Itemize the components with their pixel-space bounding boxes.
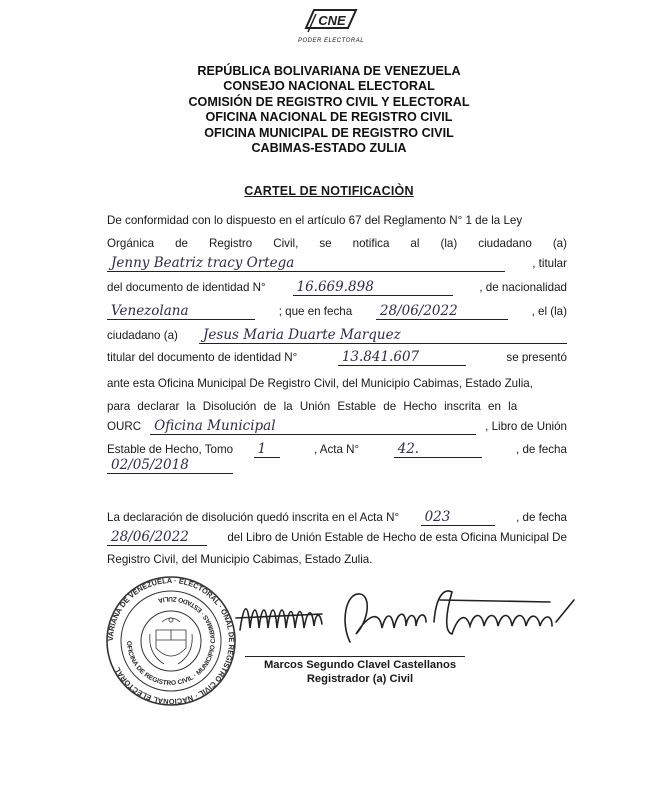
body-word: (a): [552, 237, 567, 250]
body-text: se presentó: [506, 351, 567, 364]
body-line: [107, 530, 567, 546]
document-title: CARTEL DE NOTIFICACIÒN: [244, 184, 414, 198]
official-stamp-icon: [104, 574, 238, 708]
stamp-outer-text: VARIANA DE VENEZUELA · ELECTORAL · ONAL DE REGISTRO CIVIL · NACIONAL ELECTORAL: [105, 575, 237, 707]
signatory: [240, 658, 480, 686]
body-text: , Libro de Unión: [485, 420, 567, 433]
signature-block: [100, 570, 590, 720]
field-acta-disolucion: 023: [421, 510, 495, 526]
body-line: [107, 458, 567, 474]
field-fecha-disolucion: 28/06/2022: [107, 530, 207, 546]
field-cedula-1: 16.669.898: [293, 280, 453, 296]
body-text: ante esta Oficina Municipal De Registro Civil, del Municipio Cabimas, Estado Zulia,: [107, 377, 533, 390]
body-line: [107, 419, 567, 435]
body-text: del Libro de Unión Estable de Hecho de esta Oficina Municipal De: [227, 531, 567, 544]
body-text: Estable de Hecho, Tomo: [107, 443, 234, 456]
body-text: De conformidad con lo dispuesto en el artículo 67 del Reglamento N° 1 de la Ley: [107, 214, 523, 227]
field-ciudadano-2: Jesus Maria Duarte Marquez: [199, 328, 567, 344]
header-line: CONSEJO NACIONAL ELECTORAL: [223, 79, 435, 94]
body-text: , titular: [532, 257, 567, 270]
body-line: [107, 552, 567, 568]
header-line: CABIMAS-ESTADO ZULIA: [251, 141, 407, 156]
body-text: ciudadano (a): [107, 329, 178, 342]
header-line: OFICINA MUNICIPAL DE REGISTRO CIVIL: [204, 125, 454, 140]
body-text: , de nacionalidad: [479, 281, 567, 294]
body-word: Registro: [209, 237, 253, 250]
field-ciudadano-name: Jenny Beatriz tracy Ortega: [107, 256, 505, 272]
handwritten-signature-icon: [230, 582, 580, 652]
body-word: ciudadano: [478, 237, 532, 250]
body-text: , de fecha: [516, 443, 567, 456]
body-word: Civil,: [273, 237, 299, 250]
signatory-name: Marcos Segundo Clavel Castellanos: [263, 659, 457, 671]
header-line: OFICINA NACIONAL DE REGISTRO CIVIL: [205, 110, 453, 125]
body-text: titular del documento de identidad N°: [107, 351, 298, 364]
body-line: [107, 304, 567, 320]
field-ourc: Oficina Municipal: [150, 419, 476, 435]
body-line: [107, 442, 567, 458]
cne-logo-icon: [304, 6, 358, 34]
body-text: , Acta N°: [313, 443, 360, 456]
signature-line: [245, 656, 465, 657]
body-word: (la): [440, 237, 458, 250]
body-line: [107, 376, 567, 392]
body-text: para declarar la Disolución de la Unión Estable de Hecho inscrita en la: [107, 400, 518, 413]
body-line: [107, 213, 567, 229]
body-text: , el (la): [531, 305, 567, 318]
body-word: Orgánica: [107, 237, 155, 250]
cne-logo: [296, 6, 366, 50]
body-word: al: [410, 237, 420, 250]
logo-mark-text: CNE: [318, 13, 346, 28]
body-word: de: [175, 237, 188, 250]
body-line: [107, 399, 567, 415]
field-fecha: 28/06/2022: [376, 304, 508, 320]
field-acta: 42.: [394, 442, 482, 458]
signatory-role: Registrador (a) Civil: [306, 673, 414, 685]
header-line: REPÚBLICA BOLIVARIANA DE VENEZUELA: [197, 64, 461, 78]
body-word: se: [319, 237, 332, 250]
logo-subtitle: PODER ELECTORAL: [297, 38, 365, 44]
body-text: OURC: [107, 420, 142, 433]
body-line: [107, 256, 567, 272]
field-nacionalidad: Venezolana: [107, 304, 255, 320]
letterhead: [150, 64, 508, 156]
body-text: La declaración de disolución quedó inscrita en el Acta N°: [107, 511, 400, 524]
body-word: notifica: [352, 237, 390, 250]
body-line: [107, 328, 567, 344]
body-line: [107, 236, 567, 252]
stamp-inner-text: OFICINA DE REGISTRO CIVIL · MUNICIPIO CABIMAS · ESTADO ZULIA: [124, 594, 218, 688]
field-cedula-2: 13.841.607: [338, 350, 466, 366]
body-text: Registro Civil, del Municipio Cabimas, Estado Zulia.: [107, 553, 373, 566]
coat-of-arms-icon: [150, 618, 192, 664]
body-text: del documento de identidad N°: [107, 281, 266, 294]
field-tomo: 1: [254, 442, 280, 458]
body-line: [107, 510, 567, 526]
header-line: COMISIÓN DE REGISTRO CIVIL Y ELECTORAL: [188, 94, 470, 109]
field-fecha-union: 02/05/2018: [107, 458, 233, 474]
body-text: ; que en fecha: [278, 305, 353, 318]
body-line: [107, 280, 567, 296]
body-text: , de fecha: [516, 511, 567, 524]
body-line: [107, 350, 567, 366]
